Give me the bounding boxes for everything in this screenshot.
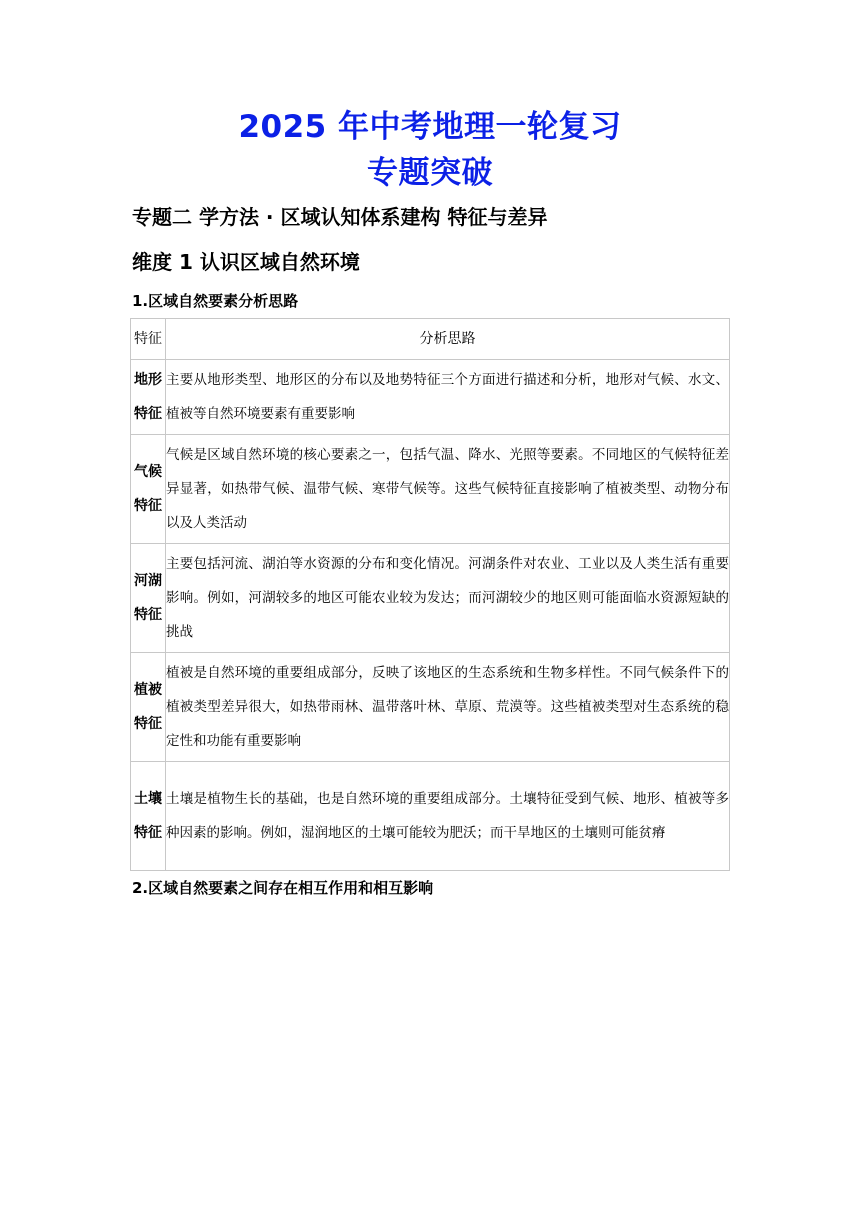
feature-cell — [131, 544, 166, 653]
feature-label: 地形 — [134, 372, 162, 388]
document-subtitle: 专题突破 — [367, 155, 493, 191]
column-header-feature: 特征 — [131, 319, 166, 360]
table-row — [131, 544, 730, 653]
analysis-cell: 主要包括河流、湖泊等水资源的分布和变化情况。河湖条件对农业、工业以及人类生活有重要影响。例如，河湖较多的地区可能农业较为发达；而河湖较少的地区则可能面临水资源短缺的挑战 — [166, 544, 730, 653]
topic-heading: 专题二 学方法 · 区域认知体系建构 特征与差异 — [132, 205, 548, 229]
feature-label: 气候 — [134, 464, 162, 480]
feature-label: 河湖 — [134, 573, 162, 589]
feature-cell — [131, 360, 166, 435]
table-row — [131, 762, 730, 871]
feature-label: 植被 — [134, 682, 162, 698]
feature-label: 特征 — [134, 607, 162, 623]
dimension-heading: 维度 1 认识区域自然环境 — [132, 250, 360, 274]
feature-label: 特征 — [134, 406, 162, 422]
analysis-cell: 主要从地形类型、地形区的分布以及地势特征三个方面进行描述和分析，地形对气候、水文、植被等自然环境要素有重要影响 — [166, 360, 730, 435]
feature-label: 特征 — [134, 825, 162, 841]
feature-label: 特征 — [134, 716, 162, 732]
analysis-cell: 土壤是植物生长的基础，也是自然环境的重要组成部分。土壤特征受到气候、地形、植被等多种因素的影响。例如，湿润地区的土壤可能较为肥沃；而干旱地区的土壤则可能贫瘠 — [166, 762, 730, 871]
table-row — [131, 360, 730, 435]
column-header-analysis: 分析思路 — [166, 319, 730, 360]
analysis-table — [130, 318, 730, 871]
analysis-cell: 植被是自然环境的重要组成部分，反映了该地区的生态系统和生物多样性。不同气候条件下的植被类型差异很大，如热带雨林、温带落叶林、草原、荒漠等。这些植被类型对生态系统的稳定性和功能有重要影响 — [166, 653, 730, 762]
feature-label: 特征 — [134, 498, 162, 514]
feature-cell — [131, 435, 166, 544]
analysis-cell: 气候是区域自然环境的核心要素之一，包括气温、降水、光照等要素。不同地区的气候特征差异显著，如热带气候、温带气候、寒带气候等。这些气候特征直接影响了植被类型、动物分布以及人类活动 — [166, 435, 730, 544]
table-row — [131, 653, 730, 762]
section-heading-1: 1.区域自然要素分析思路 — [132, 292, 299, 310]
table-row — [131, 435, 730, 544]
table-header-row — [131, 319, 730, 360]
feature-label: 土壤 — [134, 791, 162, 807]
section-heading-2: 2.区域自然要素之间存在相互作用和相互影响 — [132, 879, 434, 897]
document-title: 2025 年中考地理一轮复习 — [238, 109, 622, 145]
feature-cell — [131, 653, 166, 762]
feature-cell — [131, 762, 166, 871]
